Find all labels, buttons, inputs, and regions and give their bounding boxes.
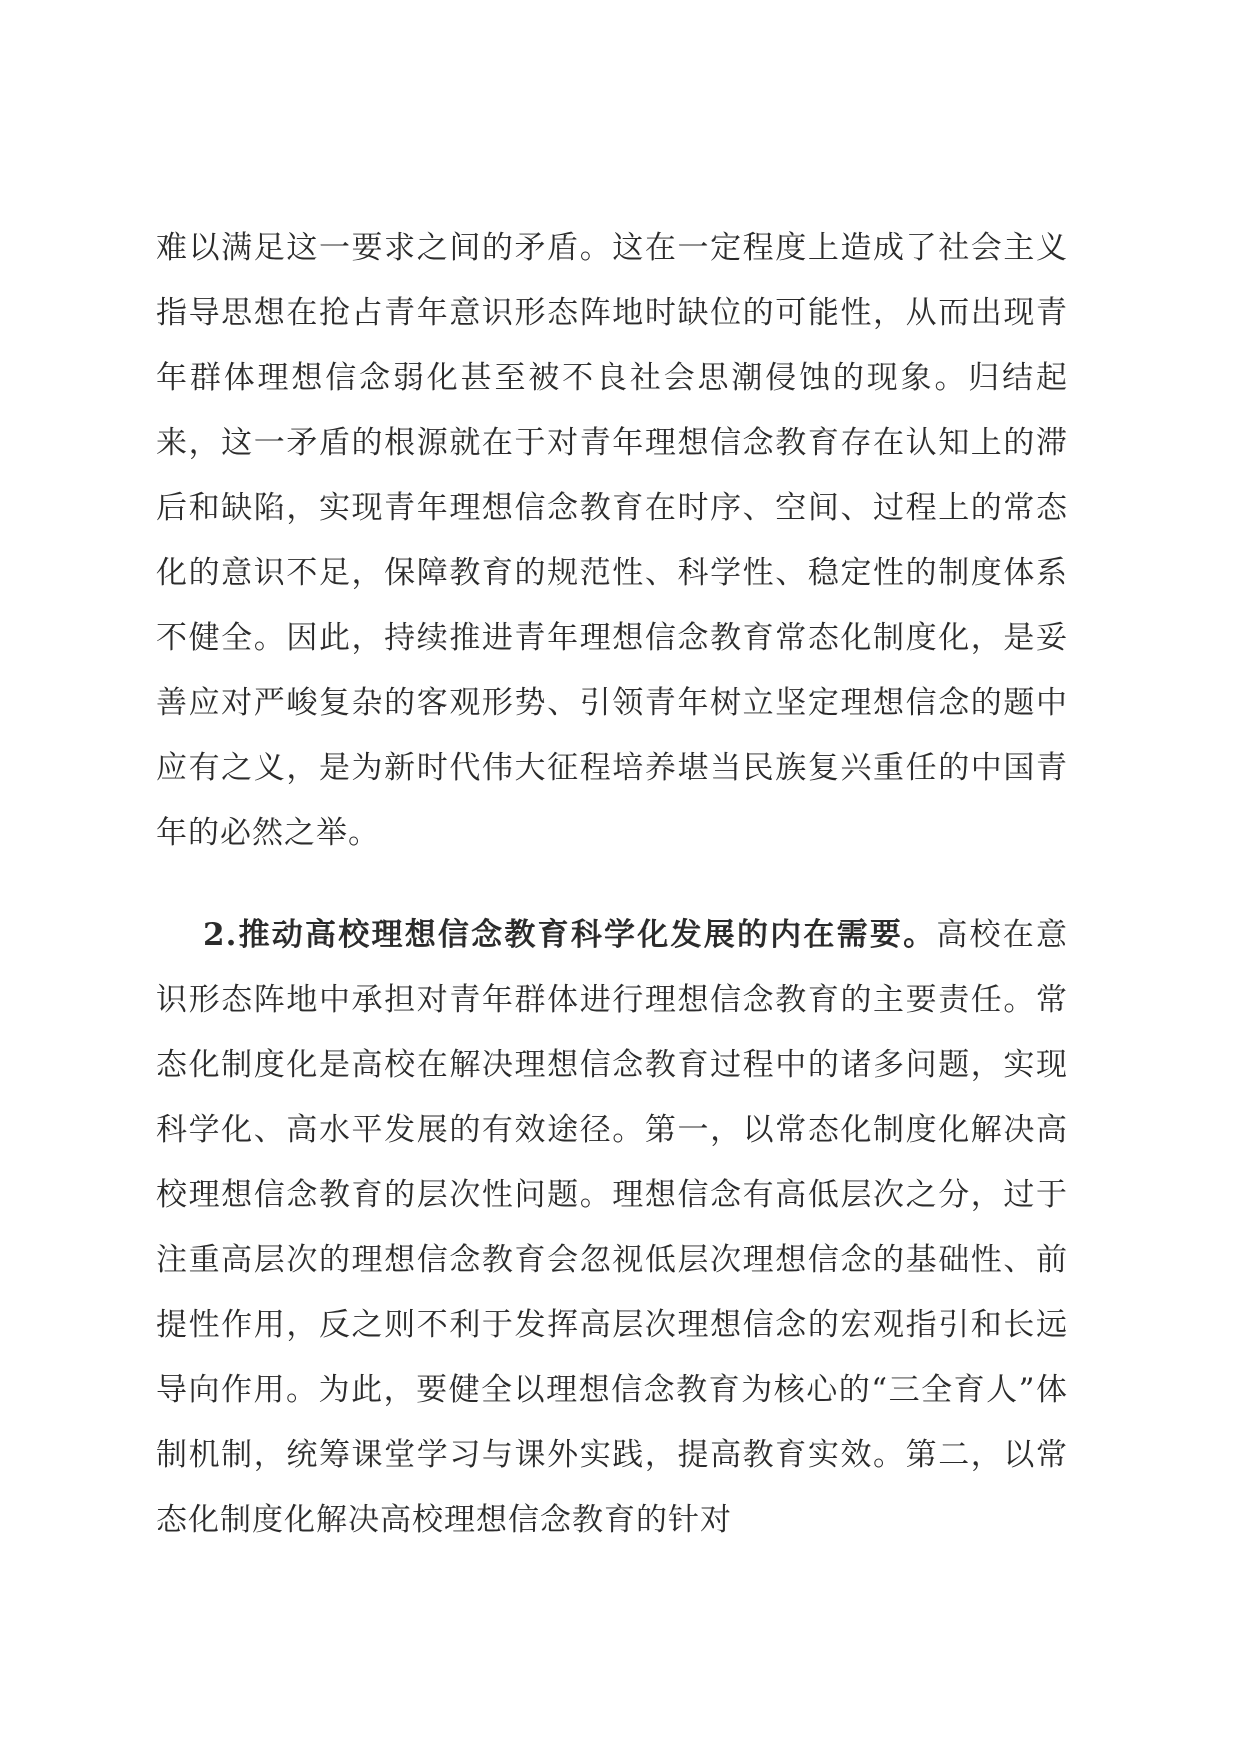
- paragraph-1: [156, 216, 1068, 866]
- paragraph-2: [156, 903, 1068, 1553]
- paragraph-2-text: 高校在意识形态阵地中承担对青年群体进行理想信念教育的主要责任。常态化制度化是高校在解决理想信念教育过程中的诸多问题，实现科学化、高水平发展的有效途径。第一，以常态化制度化解决高校理想信念教育的层次性问题。理想信念有高低层次之分，过于注重高层次的理想信念教育会忽视低层次理想信念的基础性、前提性作用，反之则不利于发挥高层次理想信念的宏观指引和长远导向作用。为此，要健全以理想信念教育为核心的“三全育人”体制机制，统筹课堂学习与课外实践，提高教育实效。第二，以常态化制度化解决高校理想信念教育的针对: [156, 917, 1068, 1538]
- paragraph-1-text: 难以满足这一要求之间的矛盾。这在一定程度上造成了社会主义指导思想在抢占青年意识形态阵地时缺位的可能性，从而出现青年群体理想信念弱化甚至被不良社会思潮侵蚀的现象。归结起来，这一矛盾的根源就在于对青年理想信念教育存在认知上的滞后和缺陷，实现青年理想信念教育在时序、空间、过程上的常态化的意识不足，保障教育的规范性、科学性、稳定性的制度体系不健全。因此，持续推进青年理想信念教育常态化制度化，是妥善应对严峻复杂的客观形势、引领青年树立坚定理想信念的题中应有之义，是为新时代伟大征程培养堪当民族复兴重任的中国青年的必然之举。: [156, 230, 1068, 851]
- paragraph-2-heading: 2.推动高校理想信念教育科学化发展的内在需要。: [203, 917, 937, 953]
